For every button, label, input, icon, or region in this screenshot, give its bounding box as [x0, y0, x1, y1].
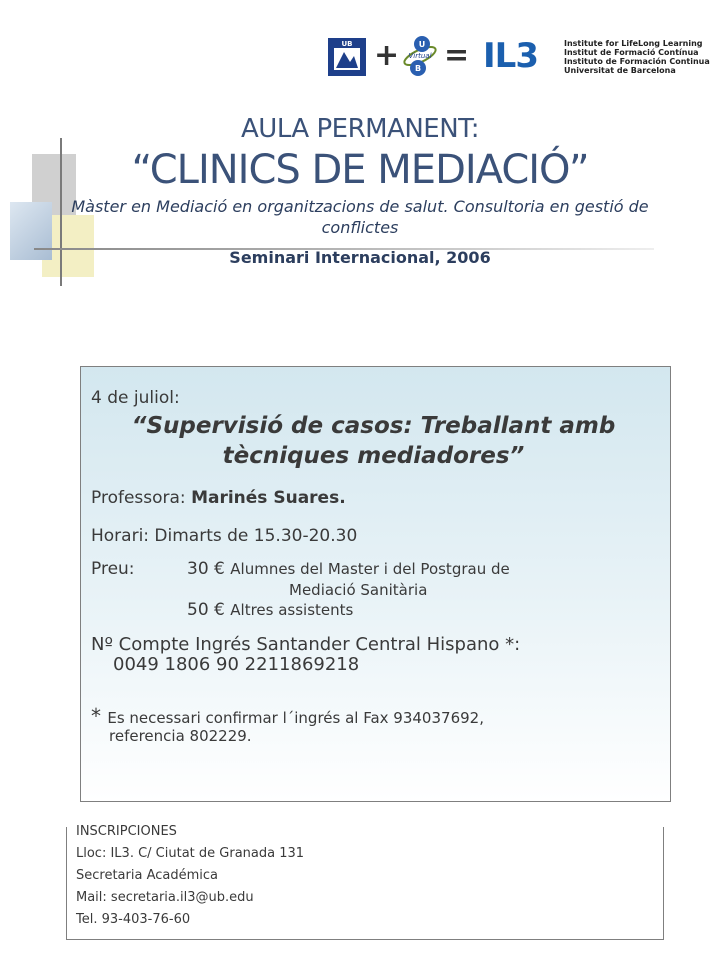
- il3-logo: IL3: [483, 36, 538, 76]
- note-text: Es necessari confirmar l´ingrés al Fax 934037692,: [107, 709, 484, 727]
- logo-strip: [328, 34, 708, 80]
- virtual-logo-mid: Virtual: [408, 52, 432, 60]
- event-title: “Supervisió de casos: Treballant amb tècniques mediadores”: [131, 413, 616, 469]
- event-details-box: [80, 366, 671, 802]
- ub-logo: [328, 38, 366, 76]
- price-2-amount: 50 €: [187, 600, 231, 620]
- ub-logo-text: UB: [341, 40, 353, 48]
- seminar-label: Seminari Internacional, 2006: [229, 248, 491, 267]
- plus-sign: +: [374, 38, 400, 73]
- bank-account-label: Nº Compte Ingrés Santander Central Hispano *:: [91, 634, 521, 655]
- heading-aula: AULA PERMANENT:: [241, 114, 479, 144]
- teacher-row: [91, 487, 656, 509]
- inscriptions-mail: Mail: secretaria.il3@ub.edu: [76, 890, 254, 905]
- bank-account-number: 0049 1806 90 2211869218: [113, 654, 360, 675]
- il3-caption-line: Universitat de Barcelona: [564, 66, 676, 75]
- page-heading: [60, 112, 660, 268]
- price-1-description: Alumnes del Master i del Postgrau de: [230, 560, 510, 578]
- decorative-square-blue: [10, 202, 52, 260]
- page-subtitle: Màster en Mediació en organitzacions de salut. Consultoria en gestió de conflictes: [71, 197, 649, 237]
- price-block: [91, 559, 656, 621]
- equals-sign: =: [444, 38, 470, 73]
- teacher-label: Professora:: [91, 488, 192, 508]
- inscriptions-phone: Tel. 93-403-76-60: [76, 912, 191, 927]
- schedule: Horari: Dimarts de 15.30-20.30: [91, 526, 358, 546]
- inscriptions-place: Lloc: IL3. C/ Ciutat de Granada 131: [76, 846, 305, 861]
- event-date: 4 de juliol:: [91, 388, 180, 408]
- price-line-1: [187, 559, 510, 579]
- price-label: Preu:: [91, 559, 135, 579]
- virtual-logo-top: U: [418, 40, 426, 49]
- payment-note: [91, 704, 656, 745]
- ub-virtual-logo: [400, 34, 440, 78]
- price-1-description-cont: Mediació Sanitària: [289, 581, 428, 599]
- virtual-logo-bottom: B: [414, 64, 422, 73]
- price-2-description: Altres assistents: [230, 601, 354, 619]
- page-title: “CLINICS DE MEDIACIÓ”: [131, 147, 589, 193]
- il3-logo-caption: [564, 39, 710, 75]
- bank-account: [91, 635, 656, 675]
- il3-caption-line: Institute for LifeLong Learning: [564, 39, 703, 48]
- note-reference: referencia 802229.: [109, 727, 252, 745]
- inscriptions-office: Secretaria Académica: [76, 868, 218, 883]
- price-1-amount: 30 €: [187, 559, 231, 579]
- price-line-2: [91, 599, 656, 621]
- inscriptions-box: [66, 824, 664, 940]
- note-asterisk: *: [91, 704, 108, 728]
- teacher-name: Marinés Suares.: [191, 488, 346, 508]
- il3-caption-line: Institut de Formació Contínua: [564, 48, 699, 57]
- il3-caption-line: Instituto de Formación Continua: [564, 57, 710, 66]
- inscriptions-heading: INSCRIPCIONES: [76, 824, 177, 839]
